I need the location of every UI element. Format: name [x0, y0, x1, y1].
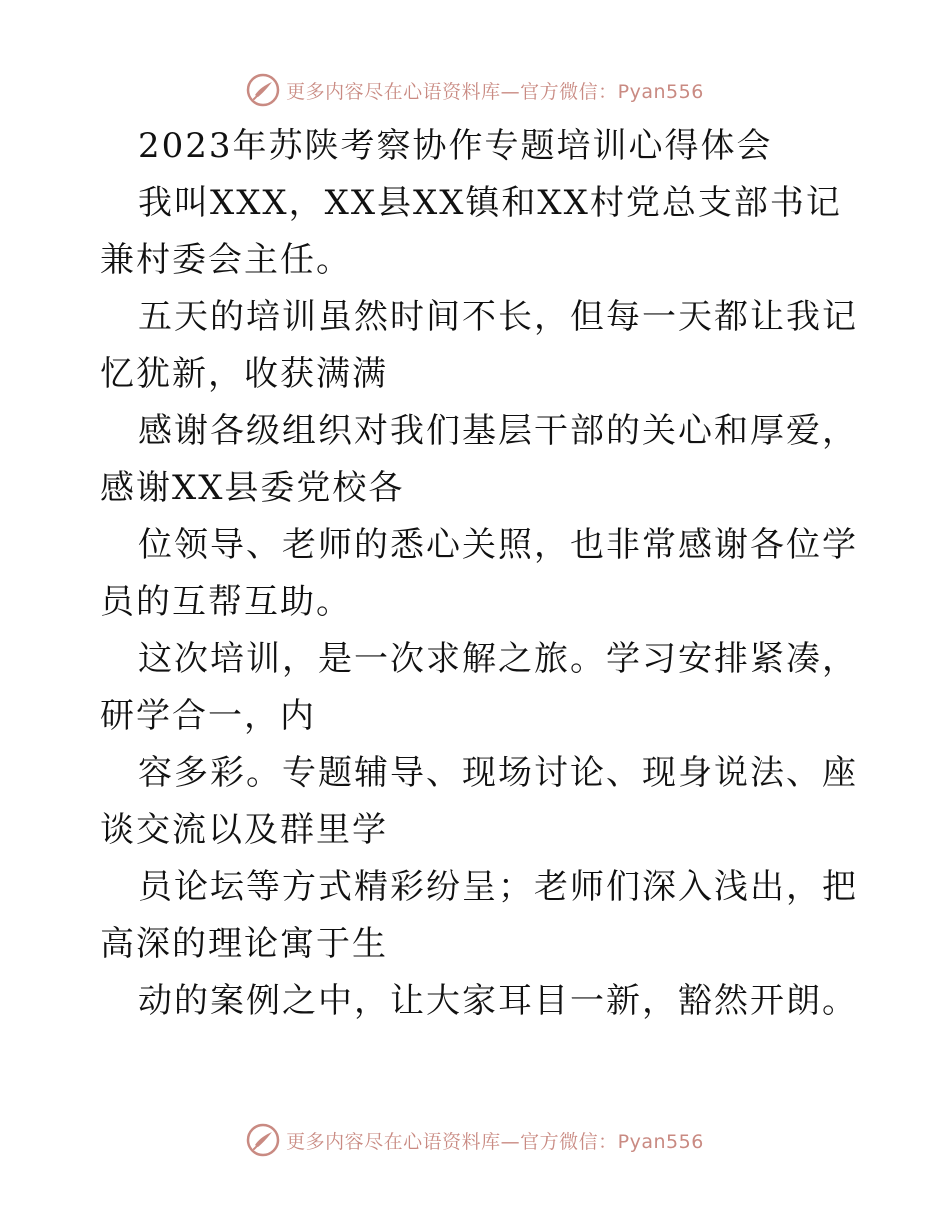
paragraph: 我叫XXX，XX县XX镇和XX村党总支部书记兼村委会主任。: [100, 183, 842, 280]
document-title: 2023年苏陕考察协作专题培训心得体会: [138, 126, 773, 166]
book-quill-logo-icon: [246, 1123, 280, 1157]
watermark-text: 更多内容尽在心语资料库—官方微信：Pyan556: [286, 1130, 704, 1153]
paragraph: 五天的培训虽然时间不长，但每一天都让我记忆犹新，收获满满: [100, 297, 858, 394]
paragraph: 员论坛等方式精彩纷呈；老师们深入浅出，把高深的理论寓于生: [100, 867, 858, 964]
watermark-text: 更多内容尽在心语资料库—官方微信：Pyan556: [286, 80, 704, 103]
paragraph: 动的案例之中，让大家耳目一新，豁然开朗。: [138, 981, 858, 1021]
document-body: [100, 118, 860, 1030]
footer-watermark: [0, 1120, 950, 1160]
header-watermark: [0, 70, 950, 110]
paragraph: 位领导、老师的悉心关照，也非常感谢各位学员的互帮互助。: [100, 525, 858, 622]
paragraph: 这次培训，是一次求解之旅。学习安排紧凑，研学合一，内: [100, 639, 858, 736]
book-quill-logo-icon: [246, 73, 280, 107]
paragraph: 感谢各级组织对我们基层干部的关心和厚爱，感谢XX县委党校各: [100, 411, 858, 508]
paragraph: 容多彩。专题辅导、现场讨论、现身说法、座谈交流以及群里学: [100, 753, 858, 850]
